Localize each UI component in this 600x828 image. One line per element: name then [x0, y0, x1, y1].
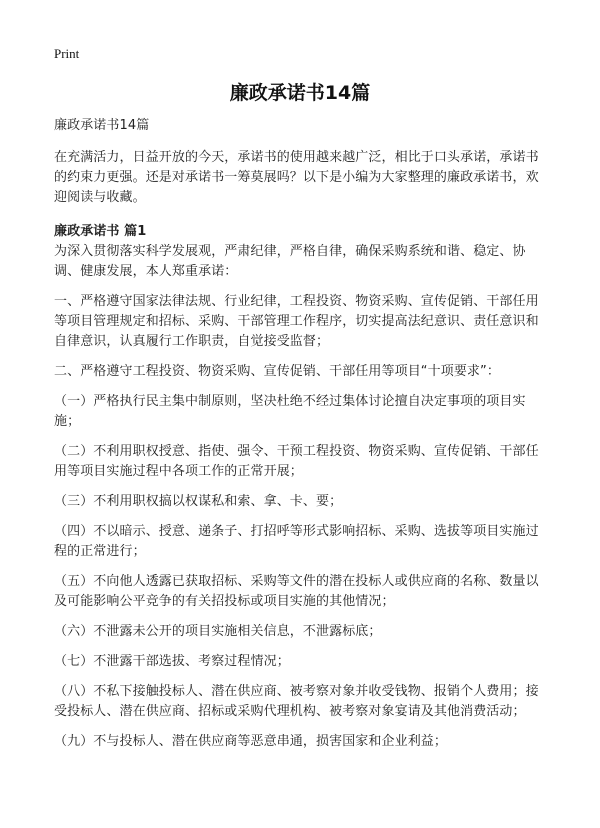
paragraph: （六）不泄露未公开的项目实施相关信息，不泄露标底；	[54, 624, 382, 639]
intro-paragraph: 在充满活力，日益开放的今天，承诺书的使用越来越广泛，相比于口头承诺，承诺书的约束力更强。还是对承诺书一筹莫展吗？以下是小编为大家整理的廉政承诺书，欢迎阅读与收藏。	[54, 150, 539, 205]
print-link[interactable]: Print	[54, 46, 80, 61]
paragraph: （四）不以暗示、授意、递条子、打招呼等形式影响招标、采购、选拔等项目实施过程的正常进行；	[54, 524, 539, 559]
paragraph: （七）不泄露干部选拔、考察过程情况；	[54, 654, 290, 669]
document-body	[54, 116, 550, 762]
paragraph: （一）严格执行民主集中制原则，坚决杜绝不经过集体讨论擅自决定事项的项目实施；	[54, 394, 526, 429]
paragraph: （五）不向他人透露已获取招标、采购等文件的潜在投标人或供应商的名称、数量以及可能影响公平竞争的有关招投标或项目实施的其他情况；	[54, 574, 539, 609]
paragraph: 为深入贯彻落实科学发展观，严肃纪律，严格自律，确保采购系统和谐、稳定、协调、健康发展，本人郑重承诺：	[54, 244, 526, 279]
paragraph: （八）不私下接触投标人、潜在供应商、被考察对象并收受钱物、报销个人费用；接受投标人、潜在供应商、招标或采购代理机构、被考察对象宴请及其他消费活动；	[54, 684, 539, 719]
page-title: 廉政承诺书14篇	[229, 82, 371, 104]
paragraph: （二）不利用职权授意、指使、强令、干预工程投资、物资采购、宣传促销、干部任用等项目实施过程中各项工作的正常开展；	[54, 444, 539, 479]
paragraph: （三）不利用职权搞以权谋私和索、拿、卡、要；	[54, 494, 343, 509]
paragraph: 二、严格遵守工程投资、物资采购、宣传促销、干部任用等项目“十项要求”：	[54, 364, 500, 379]
document-subtitle: 廉政承诺书14篇	[54, 118, 150, 133]
section-heading: 廉政承诺书 篇1	[54, 224, 147, 239]
paragraph: （九）不与投标人、潜在供应商等恶意串通，损害国家和企业利益；	[54, 734, 448, 749]
paragraph: 一、严格遵守国家法律法规、行业纪律，工程投资、物资采购、宣传促销、干部任用等项目管理规定和招标、采购、干部管理工作程序，切实提高法纪意识、责任意识和自律意识，认真履行工作职责，自觉接受监督；	[54, 294, 539, 349]
